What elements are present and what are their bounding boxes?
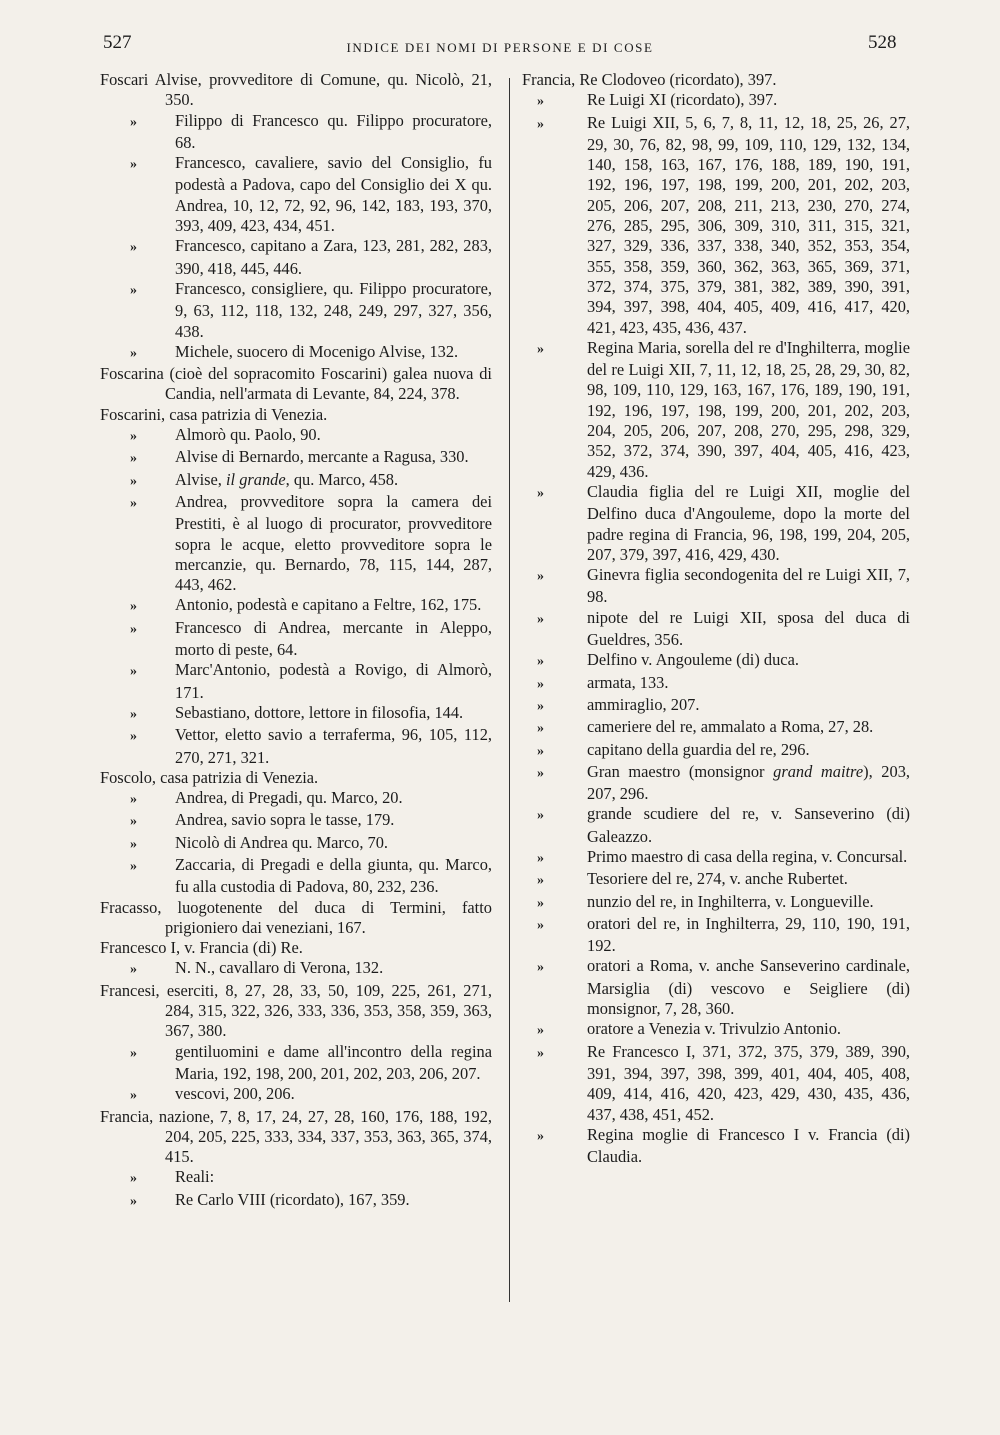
index-subentry	[522, 717, 910, 739]
entry-text: Foscolo, casa patrizia di Venezia.	[100, 767, 319, 787]
entry-text: Alvise, provveditore di Comune, qu. Nicolò, 21, 350.	[154, 70, 492, 110]
index-subentry	[522, 650, 910, 672]
ditto-mark: »	[537, 698, 544, 714]
ditto-mark: »	[130, 473, 137, 489]
entry-text: ammiraglio, 207.	[587, 694, 700, 714]
ditto-mark: »	[537, 1045, 544, 1061]
entry-text: cameriere del re, ammalato a Roma, 27, 28.	[587, 717, 874, 737]
index-subentry	[522, 338, 910, 482]
index-column-left	[100, 70, 492, 1212]
entry-text: Francesco, cavaliere, savio del Consiglio, fu podestà a Padova, capo del Consiglio dei X qu. Andrea, 10, 12, 72, 92, 96, 142, 183, 193, 370, 393, 409, 423, 434, 451.	[175, 153, 492, 236]
ditto-mark: »	[130, 962, 137, 978]
ditto-mark: »	[130, 429, 137, 445]
entry-text: Reali:	[175, 1167, 215, 1187]
index-subentry	[522, 956, 910, 1019]
entry-text: Claudia figlia del re Luigi XII, moglie del Delfino duca d'Angouleme, dopo la morte del padre regina di Francia, 96, 198, 199, 204, 205, 207, 379, 397, 416, 429, 430.	[587, 481, 910, 564]
index-subentry	[100, 153, 492, 236]
ditto-mark: »	[130, 858, 137, 874]
ditto-mark: »	[130, 345, 137, 361]
index-subentry	[100, 958, 492, 980]
ditto-mark: »	[537, 654, 544, 670]
index-column-right	[522, 70, 910, 1167]
entry-text: Zaccaria, di Pregadi e della giunta, qu. Marco, fu alla custodia di Padova, 80, 232, 236.	[175, 854, 492, 897]
index-entry	[100, 70, 492, 111]
entry-text: Michele, suocero di Mocenigo Alvise, 132.	[175, 341, 459, 361]
index-subentry	[100, 1167, 492, 1189]
entry-text: Tesoriere del re, 274, v. anche Rubertet.	[587, 869, 848, 889]
entry-text: oratori a Roma, v. anche Sanseverino cardinale, Marsiglia (di) vescovo e Seigliere (di) monsignor, 7, 28, 360.	[587, 956, 910, 1019]
ditto-mark: »	[130, 729, 137, 745]
index-subentry	[522, 1019, 910, 1041]
index-subentry	[100, 1084, 492, 1106]
entry-text: Re Luigi XII, 5, 6, 7, 8, 11, 12, 18, 25, 26, 27, 29, 30, 76, 82, 98, 99, 109, 110, 129, 132, 134, 140, 158, 163, 167, 176, 188, 189, 190, 191, 192, 196, 197, 198, 199, 200, 201, 202, 203, 205, 206, 207, 208, 211, 213, 230, 270, 274, 276, 285, 295, 306, 309, 310, 311, 315, 321, 327, 329, 336, 337, 338, 340, 352, 353, 354, 355, 358, 359, 360, 362, 363, 365, 369, 371, 372, 374, 375, 379, 381, 382, 389, 390, 391, 394, 397, 398, 404, 405, 409, 416, 417, 420, 421, 423, 435, 436, 437.	[587, 112, 910, 337]
entry-text: Re Luigi XI (ricordato), 397.	[587, 90, 778, 110]
index-subentry	[522, 914, 910, 957]
ditto-mark: »	[537, 569, 544, 585]
ditto-mark: »	[130, 451, 137, 467]
entry-text: Sebastiano, dottore, lettore in filosofia, 144.	[175, 702, 464, 722]
index-entry	[522, 70, 910, 90]
index-subentry	[100, 725, 492, 768]
entry-text: Filippo di Francesco qu. Filippo procuratore, 68.	[175, 110, 492, 152]
index-subentry	[522, 695, 910, 717]
ditto-mark: »	[537, 341, 544, 357]
ditto-mark: »	[130, 1171, 137, 1187]
ditto-mark: »	[130, 599, 137, 615]
ditto-mark: »	[130, 836, 137, 852]
entry-text: vescovi, 200, 206.	[175, 1084, 295, 1104]
index-subentry	[522, 1125, 910, 1168]
entry-text: oratori del re, in Inghilterra, 29, 110, 190, 191, 192.	[587, 913, 910, 956]
ditto-mark: »	[537, 960, 544, 976]
entry-text: Francesco I, v. Francia (di) Re.	[100, 938, 303, 958]
entry-text: capitano della guardia del re, 296.	[587, 739, 810, 759]
index-subentry	[522, 847, 910, 869]
index-entry	[100, 981, 492, 1042]
ditto-mark: »	[130, 1193, 137, 1209]
index-subentry	[100, 111, 492, 154]
ditto-mark: »	[130, 664, 137, 680]
index-subentry	[522, 673, 910, 695]
ditto-mark: »	[537, 765, 544, 781]
entry-headword: Foscari	[100, 70, 149, 89]
ditto-mark: »	[130, 240, 137, 256]
index-subentry	[100, 236, 492, 279]
entry-text: Andrea, provveditore sopra la camera dei Prestiti, è al luogo di procurator, provveditore sopra le acque, eletto provveditore sopra le mercanzie, qu. Bernardo, 78, 115, 144, 287, 443, 462.	[175, 491, 492, 595]
index-entry	[100, 1107, 492, 1168]
ditto-mark: »	[130, 792, 137, 808]
index-entry	[100, 938, 492, 958]
entry-text: Foscarini, casa patrizia di Venezia.	[100, 404, 328, 424]
entry-text: Alvise,	[175, 469, 226, 489]
index-subentry	[100, 470, 492, 492]
ditto-mark: »	[130, 814, 137, 830]
entry-text: Andrea, savio sopra le tasse, 179.	[175, 810, 395, 830]
entry-text: Regina moglie di Francesco I v. Francia (di) Claudia.	[587, 1124, 910, 1167]
ditto-mark: »	[130, 706, 137, 722]
entry-text: Gran maestro (monsignor	[587, 761, 774, 781]
ditto-mark: »	[537, 485, 544, 501]
index-subentry	[522, 565, 910, 608]
ditto-mark: »	[130, 495, 137, 511]
index-subentry	[100, 279, 492, 342]
entry-text: gentiluomini e dame all'incontro della regina Maria, 192, 198, 200, 201, 202, 203, 206, 207.	[175, 1041, 492, 1083]
entry-text: Ginevra figlia secondogenita del re Luigi XII, 7, 98.	[587, 565, 910, 607]
entry-text: Regina Maria, sorella del re d'Inghilterra, moglie del re Luigi XII, 7, 11, 12, 18, 25, 28, 29, 30, 82, 98, 109, 110, 129, 163, 167, 176, 189, 190, 191, 192, 196, 197, 198, 199, 200, 201, 202, 203, 204, 205, 206, 207, 208, 270, 295, 298, 329, 352, 372, 374, 390, 397, 404, 405, 416, 423, 429, 436.	[587, 337, 910, 481]
ditto-mark: »	[537, 116, 544, 132]
entry-text: Francesco, capitano a Zara, 123, 281, 282, 283, 390, 418, 445, 446.	[175, 236, 492, 278]
entry-italic: grand maitre	[773, 761, 864, 781]
ditto-mark: »	[537, 850, 544, 866]
index-subentry	[100, 810, 492, 832]
index-subentry	[100, 492, 492, 595]
ditto-mark: »	[537, 1128, 544, 1144]
column-divider	[509, 78, 510, 1302]
page-header	[0, 0, 1000, 70]
index-subentry	[522, 1042, 910, 1125]
entry-text: Vettor, eletto savio a terraferma, 96, 105, 112, 270, 271, 321.	[175, 725, 492, 767]
ditto-mark: »	[537, 94, 544, 110]
entry-text: Re Francesco I, 371, 372, 375, 379, 389, 390, 391, 394, 397, 398, 399, 401, 404, 405, 408, 409, 414, 416, 420, 423, 429, 430, 435, 436, 437, 438, 451, 452.	[587, 1041, 910, 1124]
index-subentry	[100, 833, 492, 855]
entry-text: , qu. Marco, 458.	[285, 469, 399, 489]
index-subentry	[522, 869, 910, 891]
index-subentry	[100, 447, 492, 469]
ditto-mark: »	[537, 721, 544, 737]
ditto-mark: »	[537, 676, 544, 692]
index-subentry	[100, 660, 492, 703]
entry-text: Fracasso, luogotenente del duca di Termini, fatto prigioniero dai veneziani, 167.	[100, 897, 492, 937]
ditto-mark: »	[130, 1088, 137, 1104]
ditto-mark: »	[537, 743, 544, 759]
entry-text: Nicolò di Andrea qu. Marco, 70.	[175, 832, 389, 852]
entry-text: armata, 133.	[587, 672, 669, 692]
index-subentry	[100, 1042, 492, 1085]
index-entry	[100, 768, 492, 788]
index-entry	[100, 405, 492, 425]
entry-text: Francesco di Andrea, mercante in Aleppo, morto di peste, 64.	[175, 617, 492, 660]
index-subentry	[522, 482, 910, 565]
entry-text: Francia, Re Clodoveo (ricordato), 397.	[522, 70, 777, 89]
index-entry	[100, 364, 492, 405]
ditto-mark: »	[537, 917, 544, 933]
entry-text: Francia, nazione, 7, 8, 17, 24, 27, 28, 160, 176, 188, 192, 204, 205, 225, 333, 334, 337, 353, 363, 365, 374, 415.	[100, 1106, 492, 1167]
ditto-mark: »	[130, 114, 137, 130]
ditto-mark: »	[537, 1023, 544, 1039]
page-number-left: 527	[103, 32, 132, 53]
entry-text: Almorò qu. Paolo, 90.	[175, 425, 321, 445]
entry-text: N. N., cavallaro di Verona, 132.	[175, 958, 384, 978]
page-number-right: 528	[868, 32, 897, 53]
index-subentry	[522, 804, 910, 847]
ditto-mark: »	[130, 621, 137, 637]
ditto-mark: »	[537, 895, 544, 911]
ditto-mark: »	[537, 611, 544, 627]
entry-text: ), 203, 207, 296.	[587, 761, 910, 804]
ditto-mark: »	[130, 1045, 137, 1061]
entry-text: nipote del re Luigi XII, sposa del duca di Gueldres, 356.	[587, 607, 910, 650]
index-subentry	[100, 1190, 492, 1212]
index-subentry	[100, 425, 492, 447]
entry-text: Antonio, podestà e capitano a Feltre, 162, 175.	[175, 595, 482, 615]
entry-text: grande scudiere del re, v. Sanseverino (di) Galeazzo.	[587, 804, 910, 846]
index-subentry	[522, 90, 910, 112]
index-subentry	[100, 342, 492, 364]
entry-text: Primo maestro di casa della regina, v. Concursal.	[587, 846, 908, 866]
entry-italic: il grande	[226, 469, 286, 489]
index-subentry	[100, 618, 492, 661]
entry-text: Delfino v. Angouleme (di) duca.	[587, 650, 799, 670]
index-subentry	[100, 855, 492, 898]
index-subentry	[100, 595, 492, 617]
index-subentry	[522, 762, 910, 805]
entry-text: Francesi, eserciti, 8, 27, 28, 33, 50, 109, 225, 261, 271, 284, 315, 322, 326, 333, 336, 353, 358, 359, 363, 367, 380.	[100, 980, 492, 1041]
index-subentry	[522, 892, 910, 914]
ditto-mark: »	[130, 157, 137, 173]
index-subentry	[100, 703, 492, 725]
ditto-mark: »	[537, 873, 544, 889]
entry-text: oratore a Venezia v. Trivulzio Antonio.	[587, 1019, 842, 1039]
ditto-mark: »	[130, 282, 137, 298]
entry-text: Foscarina (cioè del sopracomito Foscarini) galea nuova di Candia, nell'armata di Levante, 84, 224, 378.	[100, 364, 492, 404]
ditto-mark: »	[537, 808, 544, 824]
running-title: INDICE DEI NOMI DI PERSONE E DI COSE	[346, 40, 654, 55]
index-subentry	[522, 608, 910, 651]
entry-text: Andrea, di Pregadi, qu. Marco, 20.	[175, 788, 403, 808]
entry-text: Marc'Antonio, podestà a Rovigo, di Almorò, 171.	[175, 660, 492, 702]
entry-text: Francesco, consigliere, qu. Filippo procuratore, 9, 63, 112, 118, 132, 248, 249, 297, 327, 356, 438.	[175, 278, 492, 341]
entry-text: nunzio del re, in Inghilterra, v. Longueville.	[587, 891, 874, 911]
entry-text: Re Carlo VIII (ricordato), 167, 359.	[175, 1189, 410, 1209]
index-subentry	[522, 113, 910, 338]
index-subentry	[522, 740, 910, 762]
entry-text: Alvise di Bernardo, mercante a Ragusa, 330.	[175, 447, 469, 467]
index-subentry	[100, 788, 492, 810]
index-entry	[100, 898, 492, 939]
